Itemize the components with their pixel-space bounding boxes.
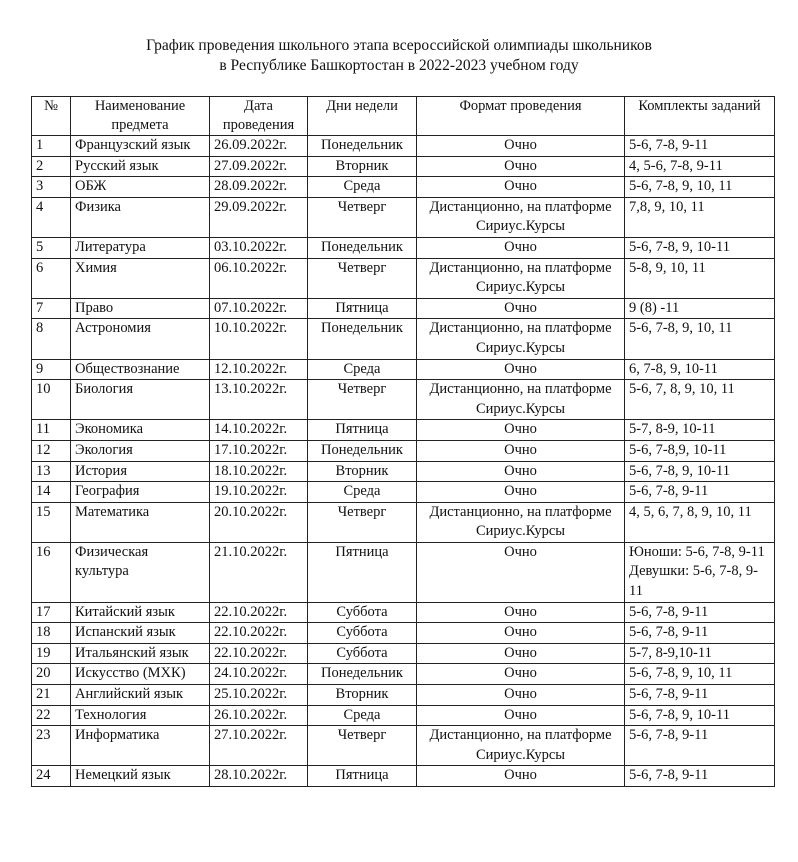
cell-kits: 4, 5, 6, 7, 8, 9, 10, 11 (625, 502, 775, 542)
cell-day: Среда (308, 482, 417, 503)
table-row (32, 766, 775, 787)
table-row (32, 197, 775, 237)
cell-kits: 5-6, 7-8, 9-11 (625, 136, 775, 157)
cell-kits: 5-6, 7-8,9, 10-11 (625, 440, 775, 461)
cell-kits: 5-6, 7-8, 9, 10, 11 (625, 177, 775, 198)
cell-format: Очно (417, 440, 625, 461)
cell-day: Среда (308, 705, 417, 726)
cell-day: Понедельник (308, 664, 417, 685)
cell-subject: Искусство (МХК) (71, 664, 210, 685)
cell-kits: 7,8, 9, 10, 11 (625, 197, 775, 237)
table-row (32, 136, 775, 157)
cell-format: Очно (417, 643, 625, 664)
cell-num: 15 (32, 502, 71, 542)
header-subject: Наименование предмета (71, 97, 210, 136)
cell-kits: 4, 5-6, 7-8, 9-11 (625, 156, 775, 177)
cell-day: Четверг (308, 502, 417, 542)
cell-subject: История (71, 461, 210, 482)
cell-num: 11 (32, 420, 71, 441)
document-title (0, 36, 798, 76)
cell-num: 22 (32, 705, 71, 726)
cell-day: Понедельник (308, 319, 417, 359)
cell-num: 17 (32, 602, 71, 623)
cell-subject: Математика (71, 502, 210, 542)
header-day: Дни недели (308, 97, 417, 136)
header-num: № (32, 97, 71, 136)
cell-day: Понедельник (308, 237, 417, 258)
cell-format: Дистанционно, на платформе Сириус.Курсы (417, 502, 625, 542)
cell-day: Пятница (308, 298, 417, 319)
table-row (32, 177, 775, 198)
cell-kits: 5-7, 8-9, 10-11 (625, 420, 775, 441)
cell-day: Четверг (308, 726, 417, 766)
table-row (32, 420, 775, 441)
cell-day: Пятница (308, 542, 417, 602)
table-row (32, 705, 775, 726)
cell-subject: ОБЖ (71, 177, 210, 198)
cell-num: 24 (32, 766, 71, 787)
cell-num: 8 (32, 319, 71, 359)
cell-day: Суббота (308, 643, 417, 664)
cell-date: 20.10.2022г. (210, 502, 308, 542)
cell-day: Суббота (308, 623, 417, 644)
cell-num: 7 (32, 298, 71, 319)
cell-format: Очно (417, 420, 625, 441)
cell-num: 19 (32, 643, 71, 664)
cell-subject: Информатика (71, 726, 210, 766)
title-line-2: в Республике Башкортостан в 2022-2023 учебном году (219, 57, 579, 74)
cell-kits: 5-6, 7-8, 9, 10-11 (625, 237, 775, 258)
cell-format: Очно (417, 177, 625, 198)
cell-day: Четверг (308, 380, 417, 420)
cell-kits: 5-6, 7-8, 9-11 (625, 482, 775, 503)
cell-format: Очно (417, 766, 625, 787)
cell-num: 9 (32, 359, 71, 380)
cell-num: 2 (32, 156, 71, 177)
cell-date: 07.10.2022г. (210, 298, 308, 319)
cell-format: Очно (417, 482, 625, 503)
table-row (32, 440, 775, 461)
cell-day: Четверг (308, 197, 417, 237)
cell-date: 06.10.2022г. (210, 258, 308, 298)
cell-kits: 5-6, 7-8, 9, 10, 11 (625, 664, 775, 685)
cell-num: 1 (32, 136, 71, 157)
cell-format: Очно (417, 602, 625, 623)
table-row (32, 482, 775, 503)
cell-num: 20 (32, 664, 71, 685)
table-row (32, 502, 775, 542)
cell-kits: 5-6, 7-8, 9, 10, 11 (625, 319, 775, 359)
cell-num: 16 (32, 542, 71, 602)
title-line-1: График проведения школьного этапа всероссийской олимпиады школьников (146, 37, 652, 54)
cell-subject: Астрономия (71, 319, 210, 359)
cell-num: 12 (32, 440, 71, 461)
cell-kits: 5-6, 7, 8, 9, 10, 11 (625, 380, 775, 420)
cell-format: Дистанционно, на платформе Сириус.Курсы (417, 726, 625, 766)
cell-subject: Английский язык (71, 685, 210, 706)
table-row (32, 319, 775, 359)
cell-date: 27.09.2022г. (210, 156, 308, 177)
cell-format: Очно (417, 685, 625, 706)
cell-subject: Биология (71, 380, 210, 420)
table-row (32, 359, 775, 380)
cell-subject: Испанский язык (71, 623, 210, 644)
cell-date: 22.10.2022г. (210, 602, 308, 623)
cell-format: Очно (417, 136, 625, 157)
table-row (32, 685, 775, 706)
cell-format: Дистанционно, на платформе Сириус.Курсы (417, 258, 625, 298)
table-row (32, 298, 775, 319)
cell-num: 5 (32, 237, 71, 258)
table-row (32, 664, 775, 685)
cell-kits: 5-7, 8-9,10-11 (625, 643, 775, 664)
cell-format: Очно (417, 359, 625, 380)
cell-kits: 9 (8) -11 (625, 298, 775, 319)
cell-date: 29.09.2022г. (210, 197, 308, 237)
cell-subject: Физическая культура (71, 542, 210, 602)
table-row (32, 156, 775, 177)
cell-day: Вторник (308, 156, 417, 177)
table-row (32, 726, 775, 766)
cell-subject: Обществознание (71, 359, 210, 380)
cell-subject: Физика (71, 197, 210, 237)
cell-date: 28.09.2022г. (210, 177, 308, 198)
cell-format: Очно (417, 298, 625, 319)
cell-date: 19.10.2022г. (210, 482, 308, 503)
cell-subject: Химия (71, 258, 210, 298)
cell-kits: Юноши: 5-6, 7-8, 9-11 Девушки: 5-6, 7-8, 9-11 (625, 542, 775, 602)
cell-day: Вторник (308, 461, 417, 482)
cell-date: 03.10.2022г. (210, 237, 308, 258)
cell-subject: Экономика (71, 420, 210, 441)
cell-day: Вторник (308, 685, 417, 706)
cell-num: 10 (32, 380, 71, 420)
table-row (32, 643, 775, 664)
header-format: Формат проведения (417, 97, 625, 136)
cell-num: 23 (32, 726, 71, 766)
cell-format: Очно (417, 664, 625, 685)
cell-day: Четверг (308, 258, 417, 298)
cell-kits: 5-6, 7-8, 9, 10-11 (625, 705, 775, 726)
cell-date: 13.10.2022г. (210, 380, 308, 420)
cell-subject: Китайский язык (71, 602, 210, 623)
cell-num: 6 (32, 258, 71, 298)
cell-date: 28.10.2022г. (210, 766, 308, 787)
cell-kits: 5-6, 7-8, 9-11 (625, 726, 775, 766)
cell-format: Очно (417, 542, 625, 602)
table-row (32, 380, 775, 420)
cell-date: 26.10.2022г. (210, 705, 308, 726)
olympiad-schedule-table (31, 96, 775, 787)
cell-subject: Французский язык (71, 136, 210, 157)
cell-num: 13 (32, 461, 71, 482)
cell-date: 21.10.2022г. (210, 542, 308, 602)
cell-date: 25.10.2022г. (210, 685, 308, 706)
header-date: Дата проведения (210, 97, 308, 136)
cell-subject: Литература (71, 237, 210, 258)
cell-date: 24.10.2022г. (210, 664, 308, 685)
cell-date: 17.10.2022г. (210, 440, 308, 461)
cell-date: 22.10.2022г. (210, 623, 308, 644)
header-row (32, 97, 775, 136)
table-row (32, 258, 775, 298)
cell-num: 21 (32, 685, 71, 706)
cell-day: Среда (308, 177, 417, 198)
table-row (32, 542, 775, 602)
cell-kits: 5-8, 9, 10, 11 (625, 258, 775, 298)
cell-date: 14.10.2022г. (210, 420, 308, 441)
cell-kits: 5-6, 7-8, 9-11 (625, 623, 775, 644)
table-row (32, 623, 775, 644)
cell-day: Пятница (308, 420, 417, 441)
header-kits: Комплекты заданий (625, 97, 775, 136)
cell-num: 14 (32, 482, 71, 503)
cell-format: Очно (417, 705, 625, 726)
cell-subject: Экология (71, 440, 210, 461)
cell-num: 4 (32, 197, 71, 237)
cell-format: Дистанционно, на платформе Сириус.Курсы (417, 380, 625, 420)
cell-format: Очно (417, 461, 625, 482)
cell-format: Дистанционно, на платформе Сириус.Курсы (417, 319, 625, 359)
cell-num: 3 (32, 177, 71, 198)
table-body (32, 136, 775, 787)
cell-day: Среда (308, 359, 417, 380)
cell-format: Очно (417, 237, 625, 258)
cell-subject: Право (71, 298, 210, 319)
cell-kits: 6, 7-8, 9, 10-11 (625, 359, 775, 380)
cell-date: 10.10.2022г. (210, 319, 308, 359)
cell-kits: 5-6, 7-8, 9-11 (625, 602, 775, 623)
cell-subject: Немецкий язык (71, 766, 210, 787)
cell-date: 26.09.2022г. (210, 136, 308, 157)
cell-subject: Технология (71, 705, 210, 726)
table-row (32, 237, 775, 258)
cell-day: Понедельник (308, 136, 417, 157)
cell-kits: 5-6, 7-8, 9, 10-11 (625, 461, 775, 482)
table-row (32, 602, 775, 623)
cell-format: Очно (417, 623, 625, 644)
cell-date: 22.10.2022г. (210, 643, 308, 664)
cell-kits: 5-6, 7-8, 9-11 (625, 685, 775, 706)
cell-day: Понедельник (308, 440, 417, 461)
cell-format: Очно (417, 156, 625, 177)
cell-day: Суббота (308, 602, 417, 623)
cell-subject: Итальянский язык (71, 643, 210, 664)
cell-num: 18 (32, 623, 71, 644)
cell-kits: 5-6, 7-8, 9-11 (625, 766, 775, 787)
cell-day: Пятница (308, 766, 417, 787)
table-row (32, 461, 775, 482)
cell-subject: География (71, 482, 210, 503)
cell-date: 12.10.2022г. (210, 359, 308, 380)
cell-date: 27.10.2022г. (210, 726, 308, 766)
cell-format: Дистанционно, на платформе Сириус.Курсы (417, 197, 625, 237)
cell-subject: Русский язык (71, 156, 210, 177)
cell-date: 18.10.2022г. (210, 461, 308, 482)
